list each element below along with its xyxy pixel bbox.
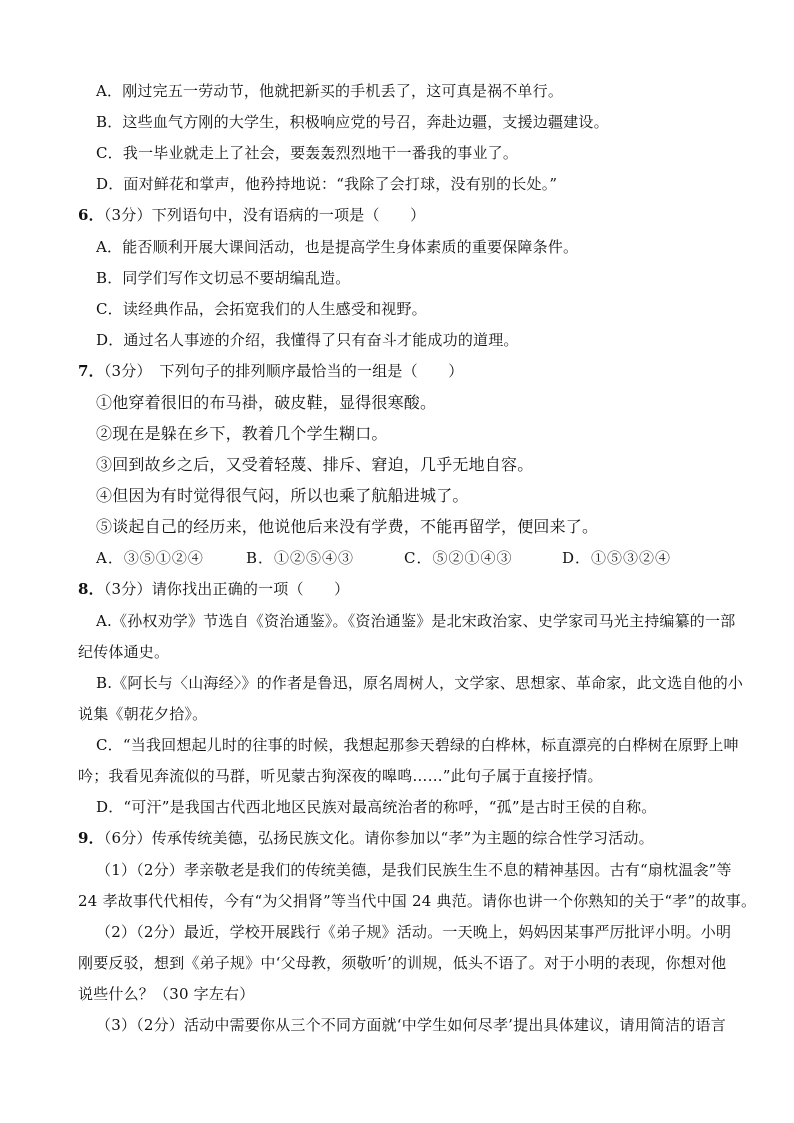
- q5-option-b: B．这些血气方刚的大学生，积极响应党的号召，奔赴边疆，支援边疆建设。: [96, 113, 609, 131]
- q5-option-a: A．刚过完五一劳动节，他就把新买的手机丢了，这可真是祸不单行。: [96, 82, 564, 100]
- q8-option-b-line1: B.《阿长与〈山海经〉》的作者是鲁迅，原名周树人，文学家、思想家、革命家，此文选自他的小: [96, 674, 744, 692]
- q6-stem: （3分）下列语句中，没有语病的一项是（ ）: [103, 206, 426, 224]
- q6-number: 6．: [78, 206, 104, 224]
- q7-options-row: [96, 547, 716, 569]
- q7-option-a: A．③⑤①②④: [96, 549, 204, 567]
- q7-sentence-2: ②现在是躲在乡下，教着几个学生糊口。: [96, 424, 388, 443]
- q8-option-c-line2: 吟；我看见奔流似的马群，听见蒙古狗深夜的嗥鸣……”此句子属于直接抒情。: [78, 767, 603, 785]
- q6-option-d: D．通过名人事迹的介绍，我懂得了只有奋斗才能成功的道理。: [96, 331, 519, 349]
- q5-option-c: C．我一毕业就走上了社会，要轰轰烈烈地干一番我的事业了。: [96, 144, 519, 162]
- q9-part2-line1: （2）（2分）最近，学校开展践行《弟子规》活动。一天晚上，妈妈因某事严厉批评小明。小明: [96, 923, 732, 941]
- q9-part2-line3: 说些什么？（30 字左右）: [78, 985, 255, 1003]
- q8-option-a-line2: 纪传体通史。: [78, 643, 170, 661]
- q8-stem-line: [78, 578, 349, 600]
- q8-number: 8．: [78, 580, 104, 598]
- q7-sentence-1: ①他穿着很旧的布马褂，破皮鞋，显得很寒酸。: [96, 393, 437, 412]
- q8-option-c-line1: C．“当我回想起儿时的往事的时候，我想起那参天碧绿的白桦林，标直漂亮的白桦树在原野上呻: [96, 736, 739, 754]
- q8-option-a-line1: A.《孙权劝学》节选自《资治通鉴》。《资治通鉴》是北宋政治家、史学家司马光主持编纂的一部: [96, 612, 736, 630]
- q8-stem: （3分）请你找出正确的一项（ ）: [103, 580, 350, 598]
- q9-part2-line2: 刚要反驳，想到《弟子规》中‘父母教，须敬听’的训规，低头不语了。对于小明的表现，你想对他: [78, 954, 727, 972]
- q9-stem: （6分）传承传统美德，弘扬民族文化。请你参加以“孝”为主题的综合性学习活动。: [103, 829, 654, 847]
- q8-option-d: D．“可汗”是我国古代西北地区民族对最高统治者的称呼，“孤”是古时王侯的自称。: [96, 798, 657, 816]
- q6-option-b: B．同学们写作文切忌不要胡编乱造。: [96, 269, 351, 287]
- q9-number: 9．: [78, 829, 104, 847]
- q7-sentence-5: ⑤谈起自己的经历来，他说他后来没有学费，不能再留学，便回来了。: [96, 517, 599, 536]
- q6-stem-line: [78, 204, 425, 226]
- q9-stem-line: [78, 827, 654, 849]
- q7-stem: （3分） 下列句子的排列顺序最恰当的一组是（ ）: [103, 362, 464, 380]
- q7-stem-line: [78, 360, 463, 382]
- q6-option-c: C．读经典作品，会拓宽我们的人生感受和视野。: [96, 300, 427, 318]
- q8-option-b-line2: 说集《朝花夕拾》。: [78, 705, 208, 723]
- q6-option-a: A．能否顺利开展大课间活动，也是提高学生身体素质的重要保障条件。: [96, 238, 579, 256]
- q9-part3-line1: （3）（2分）活动中需要你从三个不同方面就‘中学生如何尽孝’提出具体建议，请用简洁的语言: [96, 1016, 726, 1034]
- q7-number: 7．: [78, 362, 104, 380]
- q7-option-b: B．①②⑤④③: [246, 549, 355, 567]
- q7-sentence-3: ③回到故乡之后，又受着轻蔑、排斥、窘迫，几乎无地自容。: [96, 455, 534, 474]
- q5-option-d: D．面对鲜花和掌声，他矜持地说：“我除了会打球，没有别的长处。”: [96, 175, 558, 193]
- q7-sentence-4: ④但因为有时觉得很气闷，所以也乘了航船进城了。: [96, 486, 469, 505]
- q9-part1-line1: （1）（2分）孝亲敬老是我们的传统美德，是我们民族生生不息的精神基因。古有“扇枕温衾”等: [96, 861, 732, 879]
- q9-part1-line2: 24 孝故事代代相传，今有“为父捐肾”等当代中国 24 典范。请你也讲一个你熟知的关于“孝”的故事。: [78, 892, 757, 910]
- q7-option-c: C．⑤②①④③: [404, 549, 513, 567]
- q7-option-d: D．①⑤③②④: [562, 549, 672, 567]
